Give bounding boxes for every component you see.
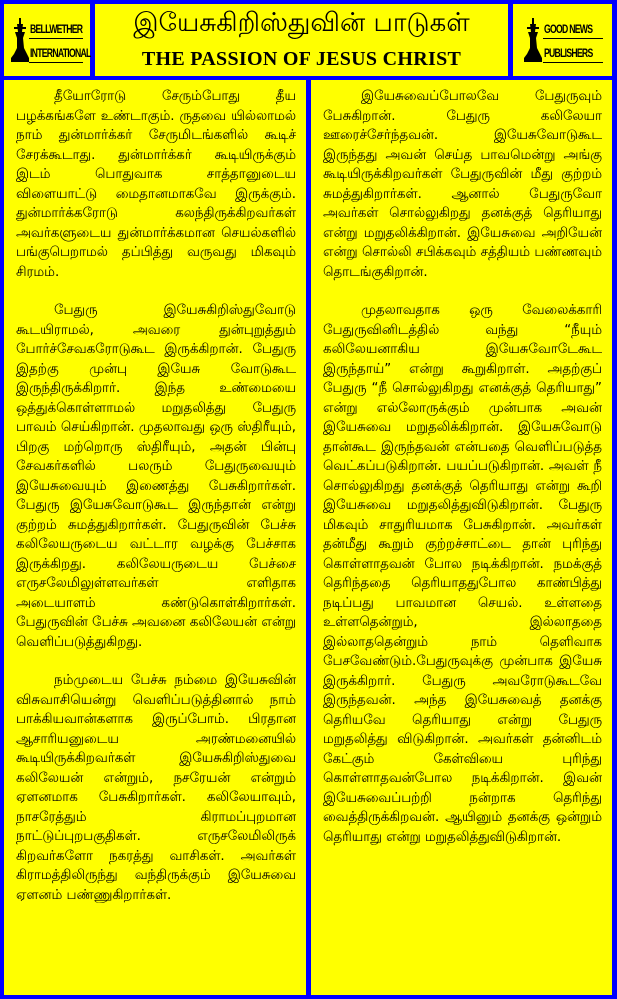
logo-text-line2: PUBLISHERS [544,46,593,60]
divider [543,62,603,63]
divider [543,38,603,39]
good-news-logo [513,4,612,76]
logo-text-line1: GOOD NEWS [544,22,593,36]
bell-tower-icon [523,18,543,62]
paragraph: முதலாவதாக ஒரு வேலைக்காரி பேதுருவினிடத்தில் வந்து “நீயும் கலிலேயனாகிய இயேசுவோடேகூட இருந்தாய்” என்று கூறுகிறாள். அதற்குப் பேதுரு “நீ சொல்லுகிறது எனக்குத் தெரியாது” என்று எல்லோருக்கும் முன்பாக அவன் இயேசுவை மறுதலிக்கிறான். இயேசுவோடு தான்கூட இருந்தவன் என்பதை வெளிப்படுத்த வெட்கப்படுகிறான். பயப்படுகிறான். அவள் நீ சொல்லுகிறது தனக்குத் தெரியாது என்று கூறி இயேசுவை மறுதலித்துவிடுகிறான். பேதுரு மிகவும் சாதுரியமாக பேசுகிறான். அவர்கள் தன்மீது கூறும் குற்றச்சாட்டை தான் புரிந்து கொள்ளாதவன் போல நடிக்கிறான். நமக்குத் தெரிந்ததை தெரியாததுபோல காண்பித்து நடிப்பது பாவமான செயல். உள்ளதை உள்ளதென்றும், இல்லாததை இல்லாததென்றும் நாம் தெளிவாக பேசவேண்டும்.பேதுருவுக்கு முன்பாக இயேசு இருக்கிறார். பேதுரு அவரோடுகூடவே இருந்தவன். அந்த இயேசுவைத் தனக்கு தெரியவே தெரியாது என்று பேதுரு மறுதலித்து விடுகிறான். அவர்கள் தன்னிடம் கேட்கும் கேள்வியை புரிந்து கொள்ளாதவன்போல நடிக்கிறான். இவன் இயேசுவைப்பற்றி நன்றாக தெரிந்து வைத்திருக்கிறவன். ஆயினும் தனக்கு ஒன்றும் தெரியாது என்று மறுதலித்துவிடுகிறான். [323,303,602,845]
title-banner [95,4,508,76]
paragraph: நம்முடைய பேச்சு நம்மை இயேசுவின் விசுவாசியென்று வெளிப்படுத்தினால் நாம் பாக்கியவான்களாக இருப்போம். பிரதான ஆசாரியனுடைய அரண்மனையில் கூடியிருக்கிறவர்கள் இயேசுகிறிஸ்துவை கலிலேயன் என்றும், நசரேயன் என்றும் ஏளனமாக பேசுகிறார்கள். கலிலேயாவும், நாசரேத்தும் கிராமப்புறமான நாட்டுப்புறபகுதிகள். எருசலேமிலிருக் கிறவர்களோ நகரத்து வாசிகள். அவர்கள் கிராமத்திலிருந்து வந்திருக்கும் இயேசுவை ஏளனம் பண்ணுகிறார்கள். [16,673,296,903]
divider [29,38,83,39]
bell-tower-icon [10,18,30,62]
paragraph: தீயோரோடு சேரும்போது தீய பழக்கங்களே உண்டாகும். ருதவை யில்லாமல் நாம் துன்மார்க்கர் சேருமிடங்களில் கூடிச் சேரக்கூடாது. துன்மார்க்கர் கூடியிருக்கும் இடம் பொதுவாக சாத்தானுடைய விளையாட்டு மைதானமாகவே இருக்கும். துன்மார்க்கரோடு கலந்திருக்கிறவர்கள் அவர்களுடைய துன்மார்க்கமான செயல்களில் பங்குபெறாமல் தப்பித்து வருவது மிகவும் சிரமம். [16,89,296,280]
bellwether-logo [4,4,90,76]
paragraph: பேதுரு இயேசுகிறிஸ்துவோடு கூடயிராமல், அவரை துன்புறுத்தும் போர்ச்சேவகரோடுகூட இருக்கிறான். பேதுரு இதற்கு முன்பு இயேசு வோடுகூட இருந்திருக்கிறார். இந்த உண்மையை ஒத்துக்கொள்ளாமல் மறுதலித்து பேதுரு பாவம் செய்கிறான். முதலாவது ஒரு ஸ்திரீயும், பிறகு மற்றொரு ஸ்திரீயும், அதன் பின்பு சேவகர்களில் பலரும் பேதுருவையும் இயேசுவையும் இணைத்து பேசுகிறார்கள். பேதுரு இயேசுவோடுகூட இருந்தான் என்று குற்றம் சுமத்துகிறார்கள். பேதுருவின் பேச்சு கலிலேயருடைய வட்டார வழக்கு பேச்சாக இருக்கிறது. கலிலேயருடைய பேச்சை எருசலேமிலுள்ளவர்கள் எளிதாக அடையாளம் கண்டுகொள்கிறார்கள். பேதுருவின் பேச்சு அவனை கலிலேயன் என்று வெளிப்படுத்துகிறது. [16,303,296,650]
paragraph: இயேசுவைப்போலவே பேதுருவும் பேசுகிறான். பேதுரு கலிலேயா ஊரைச்சேர்ந்தவன். இயேசுவோடுகூட இருந்தது அவன் செய்த பாவமென்று அங்கு கூடியிருக்கிறவர்கள் பேதுருவின் மீது குற்றம் சுமத்துகிறார்கள். ஆனால் பேதுருவோ அவர்கள் சொல்லுகிறது தனக்குத் தெரியாது என்று மறுதலிக்கிறான். இயேசுவை அறியேன் என்று சொல்லி சபிக்கவும் சத்தியம் பண்ணவும் தொடங்குகிறான். [323,89,602,280]
left-column [4,80,306,995]
divider [29,62,83,63]
page-title-tamil: இயேசுகிறிஸ்துவின் பாடுகள் [133,8,470,38]
logo-text-line2: INTERNATIONAL [30,46,91,60]
logo-text-line1: BELLWETHER [30,22,83,36]
right-column [311,80,612,995]
page-title-english: THE PASSION OF JESUS CHRIST [141,48,462,70]
